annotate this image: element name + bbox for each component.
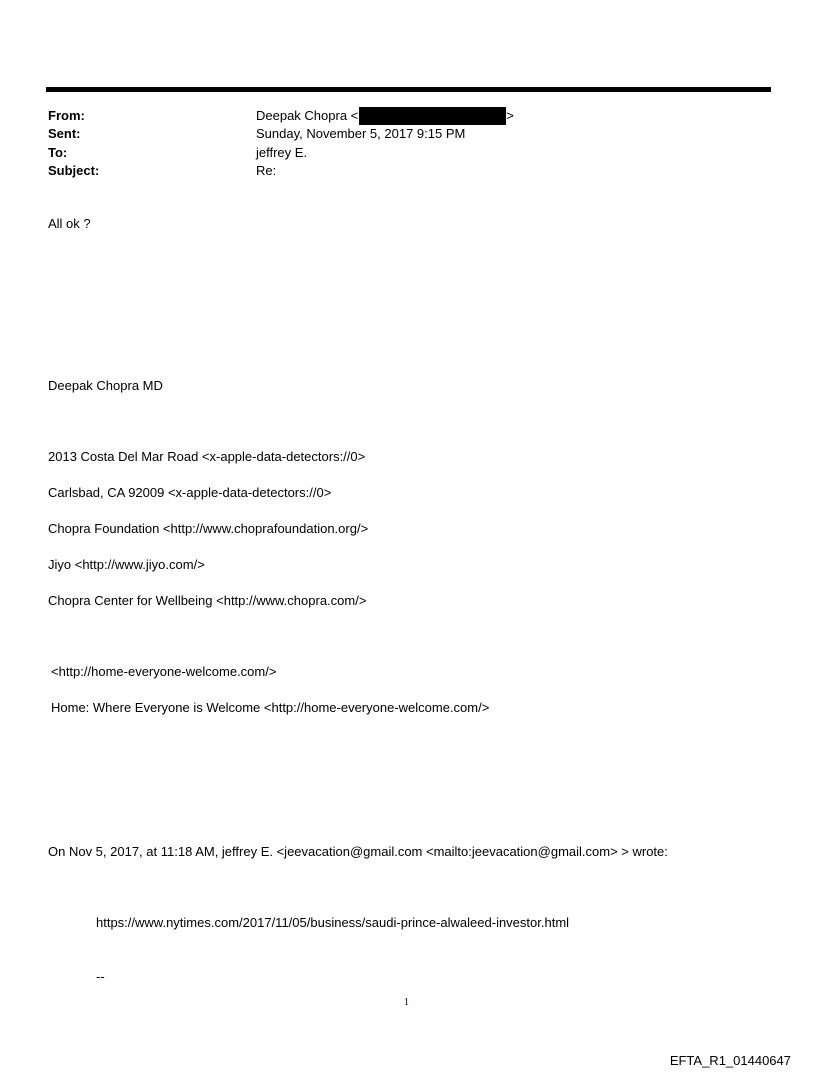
- sent-label: Sent:: [48, 126, 81, 141]
- from-label: From:: [48, 108, 85, 123]
- document-id: EFTA_R1_01440647: [669, 1053, 791, 1068]
- quote-intro-line: On Nov 5, 2017, at 11:18 AM, jeffrey E. <jeevacation@gmail.com <mailto:jeevacation@gmail.com> > wrote:: [48, 844, 668, 859]
- subject-label: Subject:: [48, 163, 100, 178]
- redacted-email-block: [359, 107, 506, 125]
- link-home-everyone-welcome[interactable]: Home: Where Everyone is Welcome <http://home-everyone-welcome.com/>: [51, 700, 490, 715]
- quoted-signature-separator: --: [96, 969, 105, 984]
- subject-value: Re:: [256, 163, 277, 178]
- signature-name: Deepak Chopra MD: [48, 378, 163, 393]
- greeting-text: All ok ?: [48, 216, 91, 231]
- to-value: jeffrey E.: [256, 145, 308, 160]
- from-close-bracket: >: [506, 108, 514, 123]
- from-name: Deepak Chopra <: [256, 108, 359, 123]
- link-chopra-foundation[interactable]: Chopra Foundation <http://www.choprafoundation.org/>: [48, 521, 369, 536]
- page-number: 1: [404, 997, 409, 1008]
- sent-value: Sunday, November 5, 2017 9:15 PM: [256, 126, 466, 141]
- quoted-nytimes-url[interactable]: https://www.nytimes.com/2017/11/05/business/saudi-prince-alwaleed-investor.html: [96, 915, 570, 930]
- from-value: [256, 107, 514, 125]
- header-divider-rule: [46, 87, 771, 92]
- to-label: To:: [48, 145, 68, 160]
- address-line-1: 2013 Costa Del Mar Road <x-apple-data-detectors://0>: [48, 449, 366, 464]
- link-chopra-center[interactable]: Chopra Center for Wellbeing <http://www.chopra.com/>: [48, 593, 367, 608]
- address-line-2: Carlsbad, CA 92009 <x-apple-data-detectors://0>: [48, 485, 332, 500]
- link-jiyo[interactable]: Jiyo <http://www.jiyo.com/>: [48, 557, 205, 572]
- link-home-url[interactable]: <http://home-everyone-welcome.com/>: [51, 664, 277, 679]
